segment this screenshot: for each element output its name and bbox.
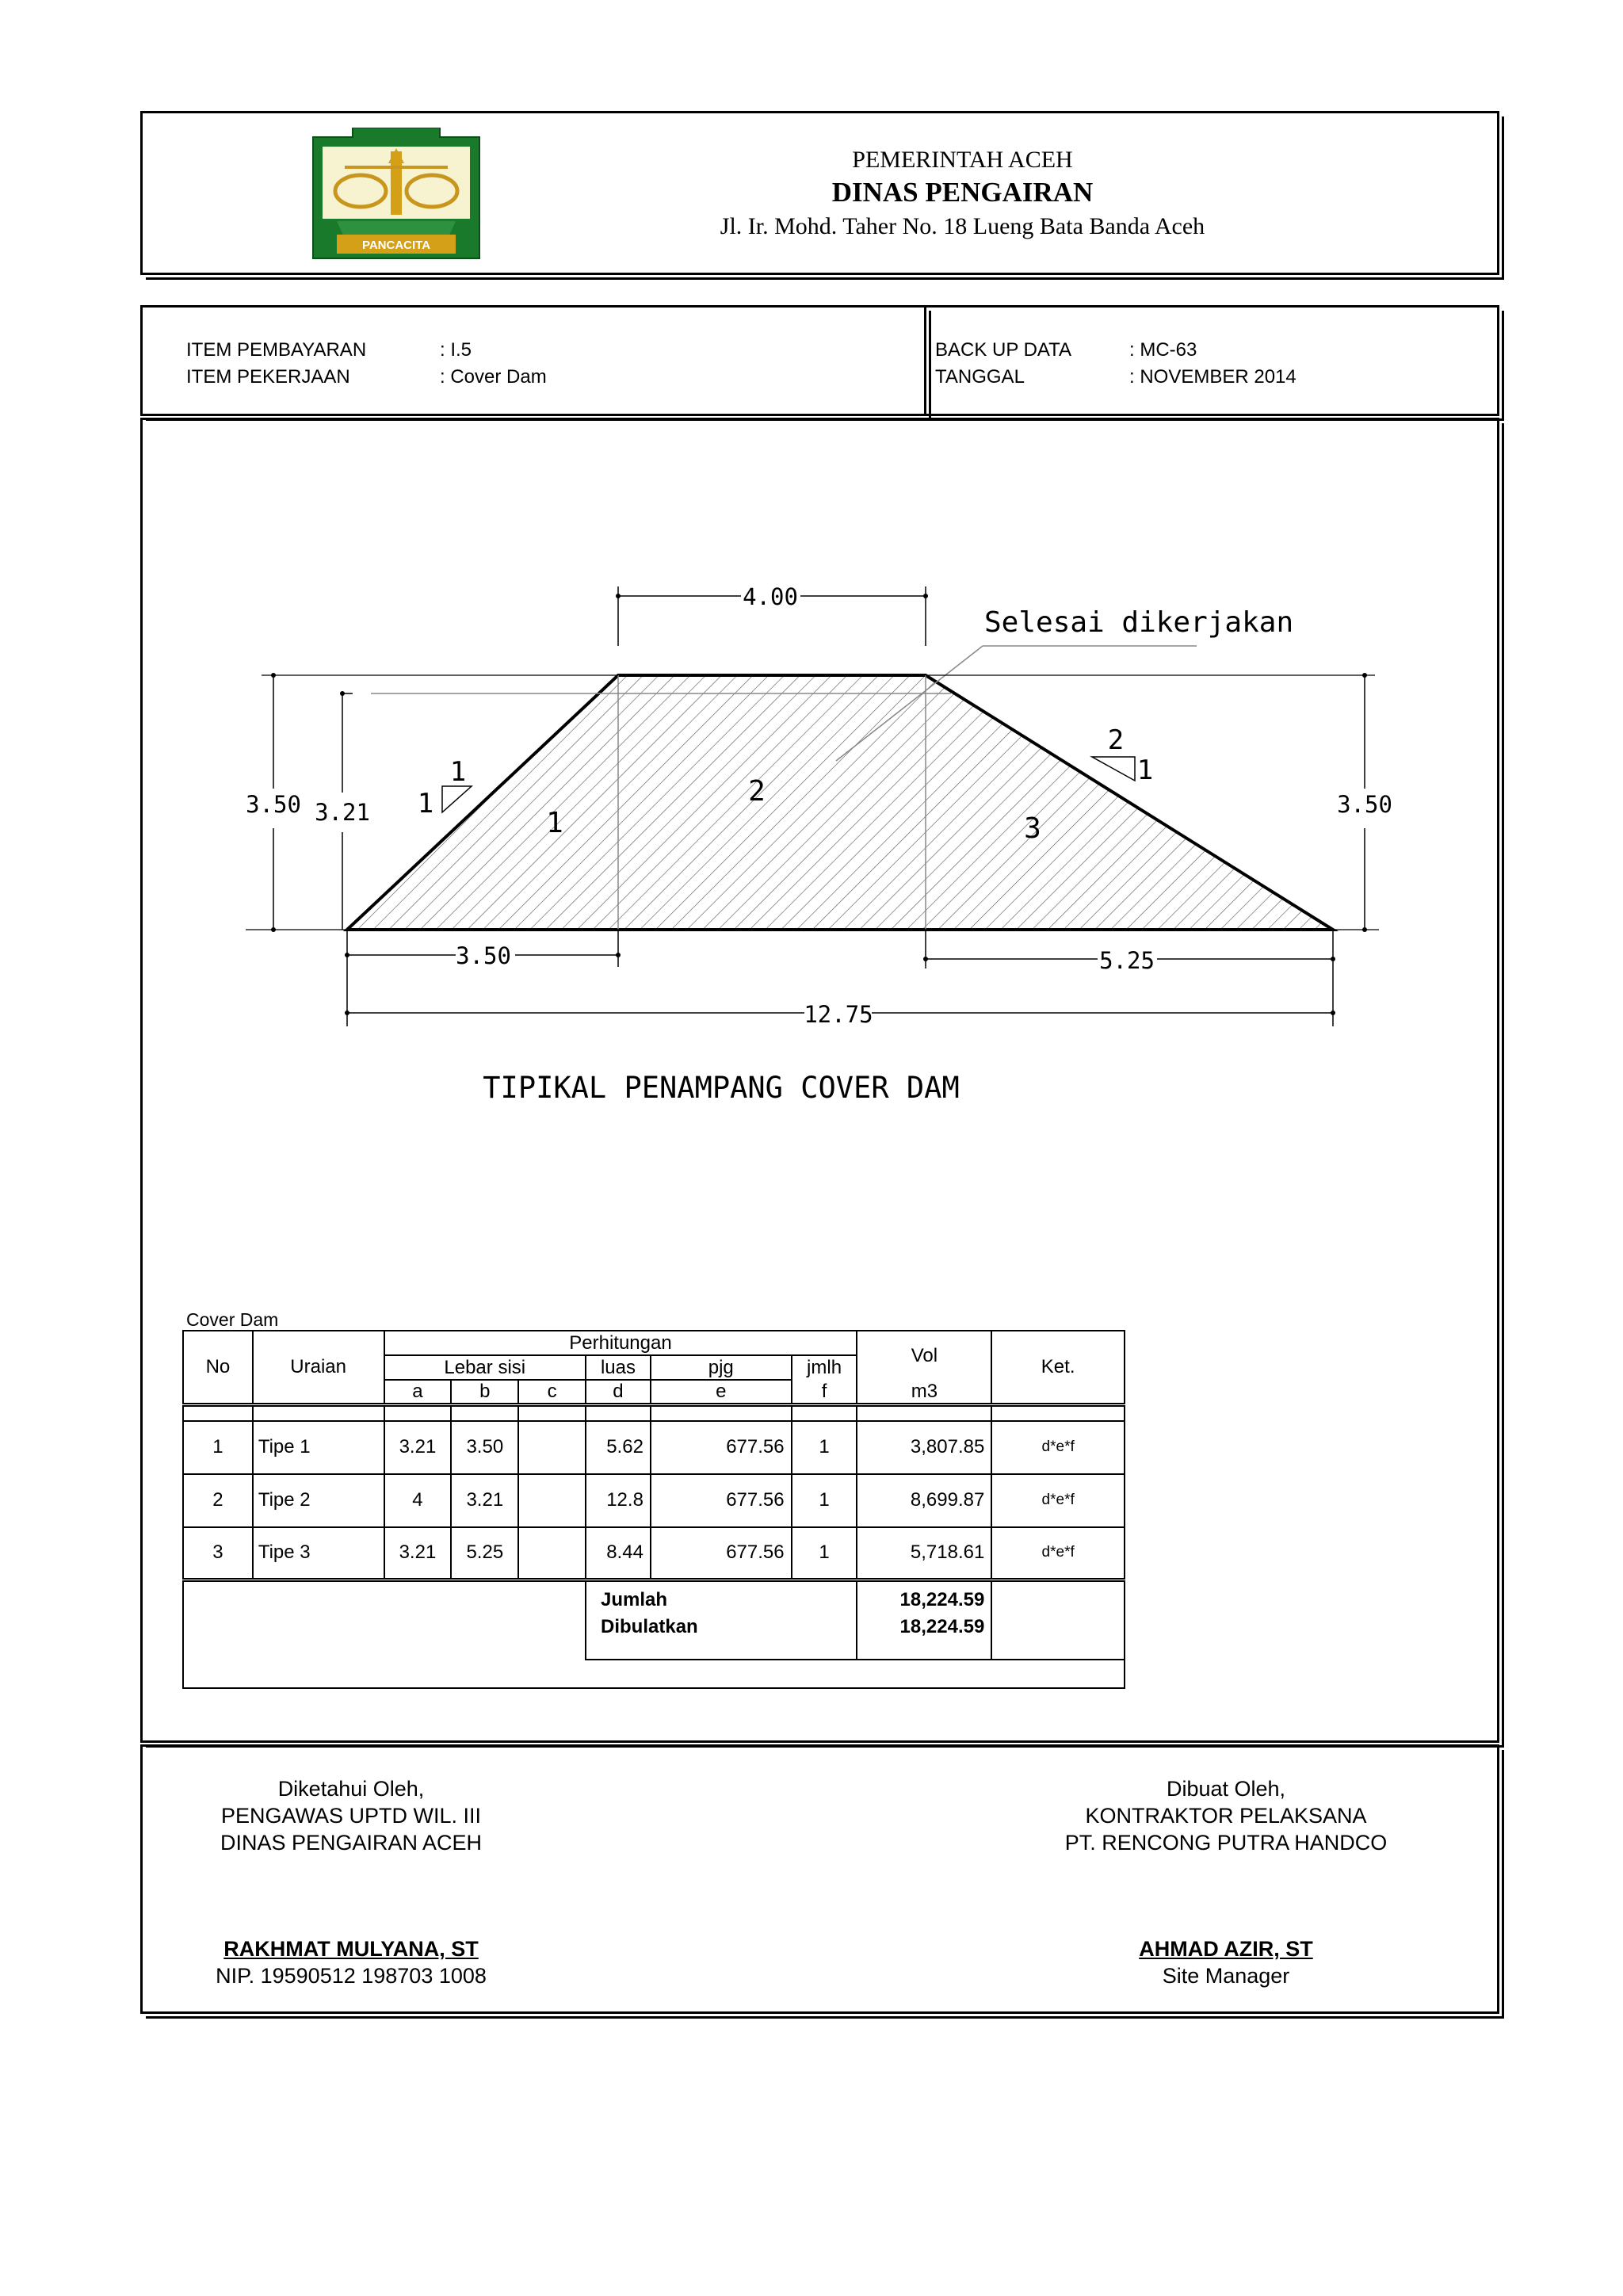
header-pjg: pjg [651, 1355, 792, 1380]
zone-label-3: 3 [1024, 812, 1041, 845]
header-b: b [451, 1380, 518, 1405]
dam-body-hatch [347, 675, 1333, 930]
calculation-table [182, 1330, 1125, 1689]
header-agency-title: DINAS PENGAIRAN [831, 177, 1094, 208]
signature-right [949, 1775, 1503, 1856]
header-f: f [792, 1380, 857, 1405]
item-pembayaran-label: ITEM PEMBAYARAN [186, 339, 367, 361]
dim-left-height: 3.50 [246, 791, 301, 818]
dibulatkan-label: Dibulatkan [601, 1616, 698, 1637]
dim-right-height: 3.50 [1337, 791, 1392, 818]
header-lebar-sisi: Lebar sisi [384, 1355, 586, 1380]
item-pembayaran-value: : I.5 [440, 339, 472, 361]
jumlah-label: Jumlah [601, 1589, 668, 1610]
header-luas: luas [586, 1355, 651, 1380]
tanggal-value: : NOVEMBER 2014 [1129, 366, 1296, 388]
header-c: c [518, 1380, 586, 1405]
sig-left-line2: PENGAWAS UPTD WIL. III [220, 1804, 482, 1828]
drawing-caption: TIPIKAL PENAMPANG COVER DAM [483, 1071, 960, 1105]
sig-right-line2: KONTRAKTOR PELAKSANA [1085, 1804, 1367, 1828]
header-d: d [586, 1380, 651, 1405]
zone-label-1: 1 [546, 807, 563, 839]
signature-right-name-block [949, 1935, 1503, 1989]
slope-marker-left [442, 786, 472, 812]
logo-text: PANCACITA [361, 239, 431, 252]
slope-left-vertical: 1 [449, 756, 467, 788]
dim-total-width: 12.75 [804, 1001, 873, 1028]
slope-left-horizontal: 1 [417, 788, 434, 819]
header-a: a [384, 1380, 452, 1405]
dim-bottom-right-width: 5.25 [1099, 947, 1155, 974]
table-title: Cover Dam [186, 1309, 279, 1330]
table-row: 3 Tipe 3 3.21 5.25 8.44 677.56 1 5,718.61 d*e*f [183, 1527, 1125, 1580]
sig-right-name: AHMAD AZIR, ST [1139, 1937, 1313, 1961]
slope-marker-right [1092, 757, 1135, 781]
header-jmlh: jmlh [792, 1355, 857, 1380]
dibulatkan-value: 18,224.59 [899, 1616, 985, 1637]
tanggal-label: TANGGAL [935, 366, 1025, 388]
dim-top-width: 4.00 [743, 583, 798, 610]
backup-data-value: : MC-63 [1129, 339, 1197, 361]
completion-note: Selesai dikerjakan [984, 606, 1294, 639]
sig-left-nip: NIP. 19590512 198703 1008 [216, 1964, 487, 1988]
slope-right-horizontal: 2 [1107, 724, 1125, 756]
sig-left-name: RAKHMAT MULYANA, ST [223, 1937, 479, 1961]
header-vol: Vol [857, 1331, 991, 1380]
signature-left-name-block [74, 1935, 628, 1989]
signature-left [74, 1775, 628, 1856]
header-ket: Ket. [991, 1331, 1125, 1405]
sig-right-title: Site Manager [1162, 1964, 1290, 1988]
dim-left-inner-height: 3.21 [315, 799, 370, 826]
header-address: Jl. Ir. Mohd. Taher No. 18 Lueng Bata Banda Aceh [720, 213, 1205, 239]
item-pekerjaan-label: ITEM PEKERJAAN [186, 366, 350, 388]
jumlah-value: 18,224.59 [899, 1589, 985, 1610]
header-perhitungan: Perhitungan [384, 1331, 857, 1355]
header-unit: m3 [857, 1380, 991, 1405]
sig-left-line1: Diketahui Oleh, [277, 1777, 425, 1801]
item-pekerjaan-value: : Cover Dam [440, 366, 547, 388]
header-e: e [651, 1380, 792, 1405]
header-line1: PEMERINTAH ACEH [852, 147, 1073, 173]
backup-data-label: BACK UP DATA [935, 339, 1072, 361]
dim-bottom-left-width: 3.50 [456, 942, 511, 969]
header-no: No [183, 1331, 253, 1405]
sig-right-line1: Dibuat Oleh, [1166, 1777, 1286, 1801]
header-uraian: Uraian [253, 1331, 384, 1405]
table-row: 1 Tipe 1 3.21 3.50 5.62 677.56 1 3,807.85 d*e*f [183, 1421, 1125, 1474]
table-row: 2 Tipe 2 4 3.21 12.8 677.56 1 8,699.87 d*e*f [183, 1474, 1125, 1527]
slope-right-vertical: 1 [1136, 755, 1154, 786]
zone-label-2: 2 [748, 775, 766, 808]
sig-right-line3: PT. RENCONG PUTRA HANDCO [1064, 1831, 1388, 1855]
sig-left-line3: DINAS PENGAIRAN ACEH [220, 1831, 483, 1855]
